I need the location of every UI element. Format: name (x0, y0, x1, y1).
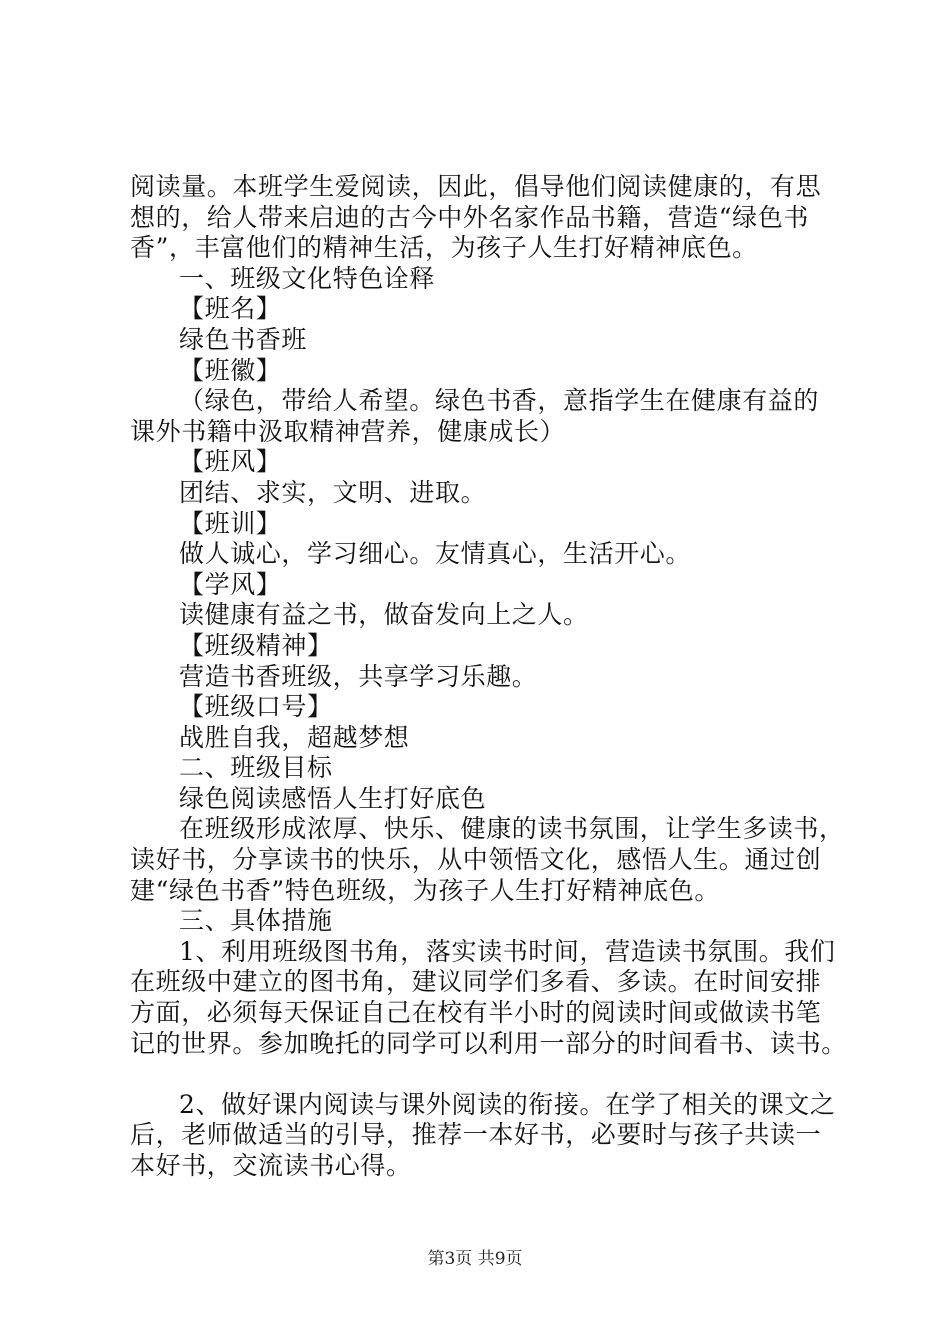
subheading: 【班级精神】 (179, 630, 333, 660)
text-line: 阅读量。本班学生爱阅读，因此，倡导他们阅读健康的，有思 (130, 172, 822, 201)
text-line: 绿色书香班 (179, 324, 308, 354)
text-line: 读好书，分享读书的快乐，从中领悟文化，感悟人生。通过创 (130, 845, 822, 875)
subheading: 【学风】 (179, 569, 282, 599)
text-line: 绿色阅读感悟人生打好底色 (179, 783, 487, 813)
text-line: 香”，丰富他们的精神生活，为孩子人生打好精神底色。 (130, 233, 758, 263)
text-line: 做人诚心，学习细心。友情真心，生活开心。 (179, 539, 692, 569)
text-line: 课外书籍中汲取精神营养，健康成长） (130, 416, 566, 446)
subheading: 【班风】 (179, 447, 282, 477)
text-line: 1、利用班级图书角，落实读书时间，营造读书氛围。我们 (179, 936, 836, 966)
text-line: 想的，给人带来启迪的古今中外名家作品书籍，营造“绿色书 (130, 202, 809, 232)
text-line: 记的世界。参加晚托的同学可以利用一部分的时间看书、读书。 (130, 1028, 847, 1058)
document-body (130, 172, 847, 1182)
subheading: 【班训】 (179, 508, 282, 538)
section-heading: 二、班级目标 (179, 753, 333, 783)
subheading: 【班徽】 (179, 355, 282, 385)
text-line: 读健康有益之书，做奋发向上之人。 (179, 600, 589, 630)
text-line: （绿色，带给人希望。绿色书香，意指学生在健康有益的 (179, 386, 820, 416)
section-heading: 三、具体措施 (179, 906, 333, 936)
text-line: 后，老师做适当的引导，推荐一本好书，必要时与孩子共读一 (130, 1120, 822, 1150)
text-line: 团结、求实，文明、进取。 (179, 477, 487, 507)
section-heading: 一、班级文化特色诠释 (179, 263, 436, 293)
text-line: 战胜自我，超越梦想 (179, 722, 410, 752)
paragraph-spacer (130, 1059, 830, 1090)
text-line: 营造书香班级，共享学习乐趣。 (179, 661, 538, 691)
subheading: 【班级口号】 (179, 692, 333, 722)
subheading: 【班名】 (179, 294, 282, 324)
text-line: 在班级形成浓厚、快乐、健康的读书氛围，让学生多读书， (179, 814, 845, 844)
page-footer: 第3页 共9页 (427, 1249, 523, 1269)
text-line: 建“绿色书香”特色班级，为孩子人生打好精神底色。 (130, 875, 720, 905)
text-line: 方面，必须每天保证自己在校有半小时的阅读时间或做读书笔 (130, 998, 822, 1028)
text-line: 2、做好课内阅读与课外阅读的衔接。在学了相关的课文之 (179, 1089, 836, 1119)
text-line: 在班级中建立的图书角，建议同学们多看、多读。在时间安排 (130, 967, 822, 997)
text-line: 本好书，交流读书心得。 (130, 1151, 412, 1180)
